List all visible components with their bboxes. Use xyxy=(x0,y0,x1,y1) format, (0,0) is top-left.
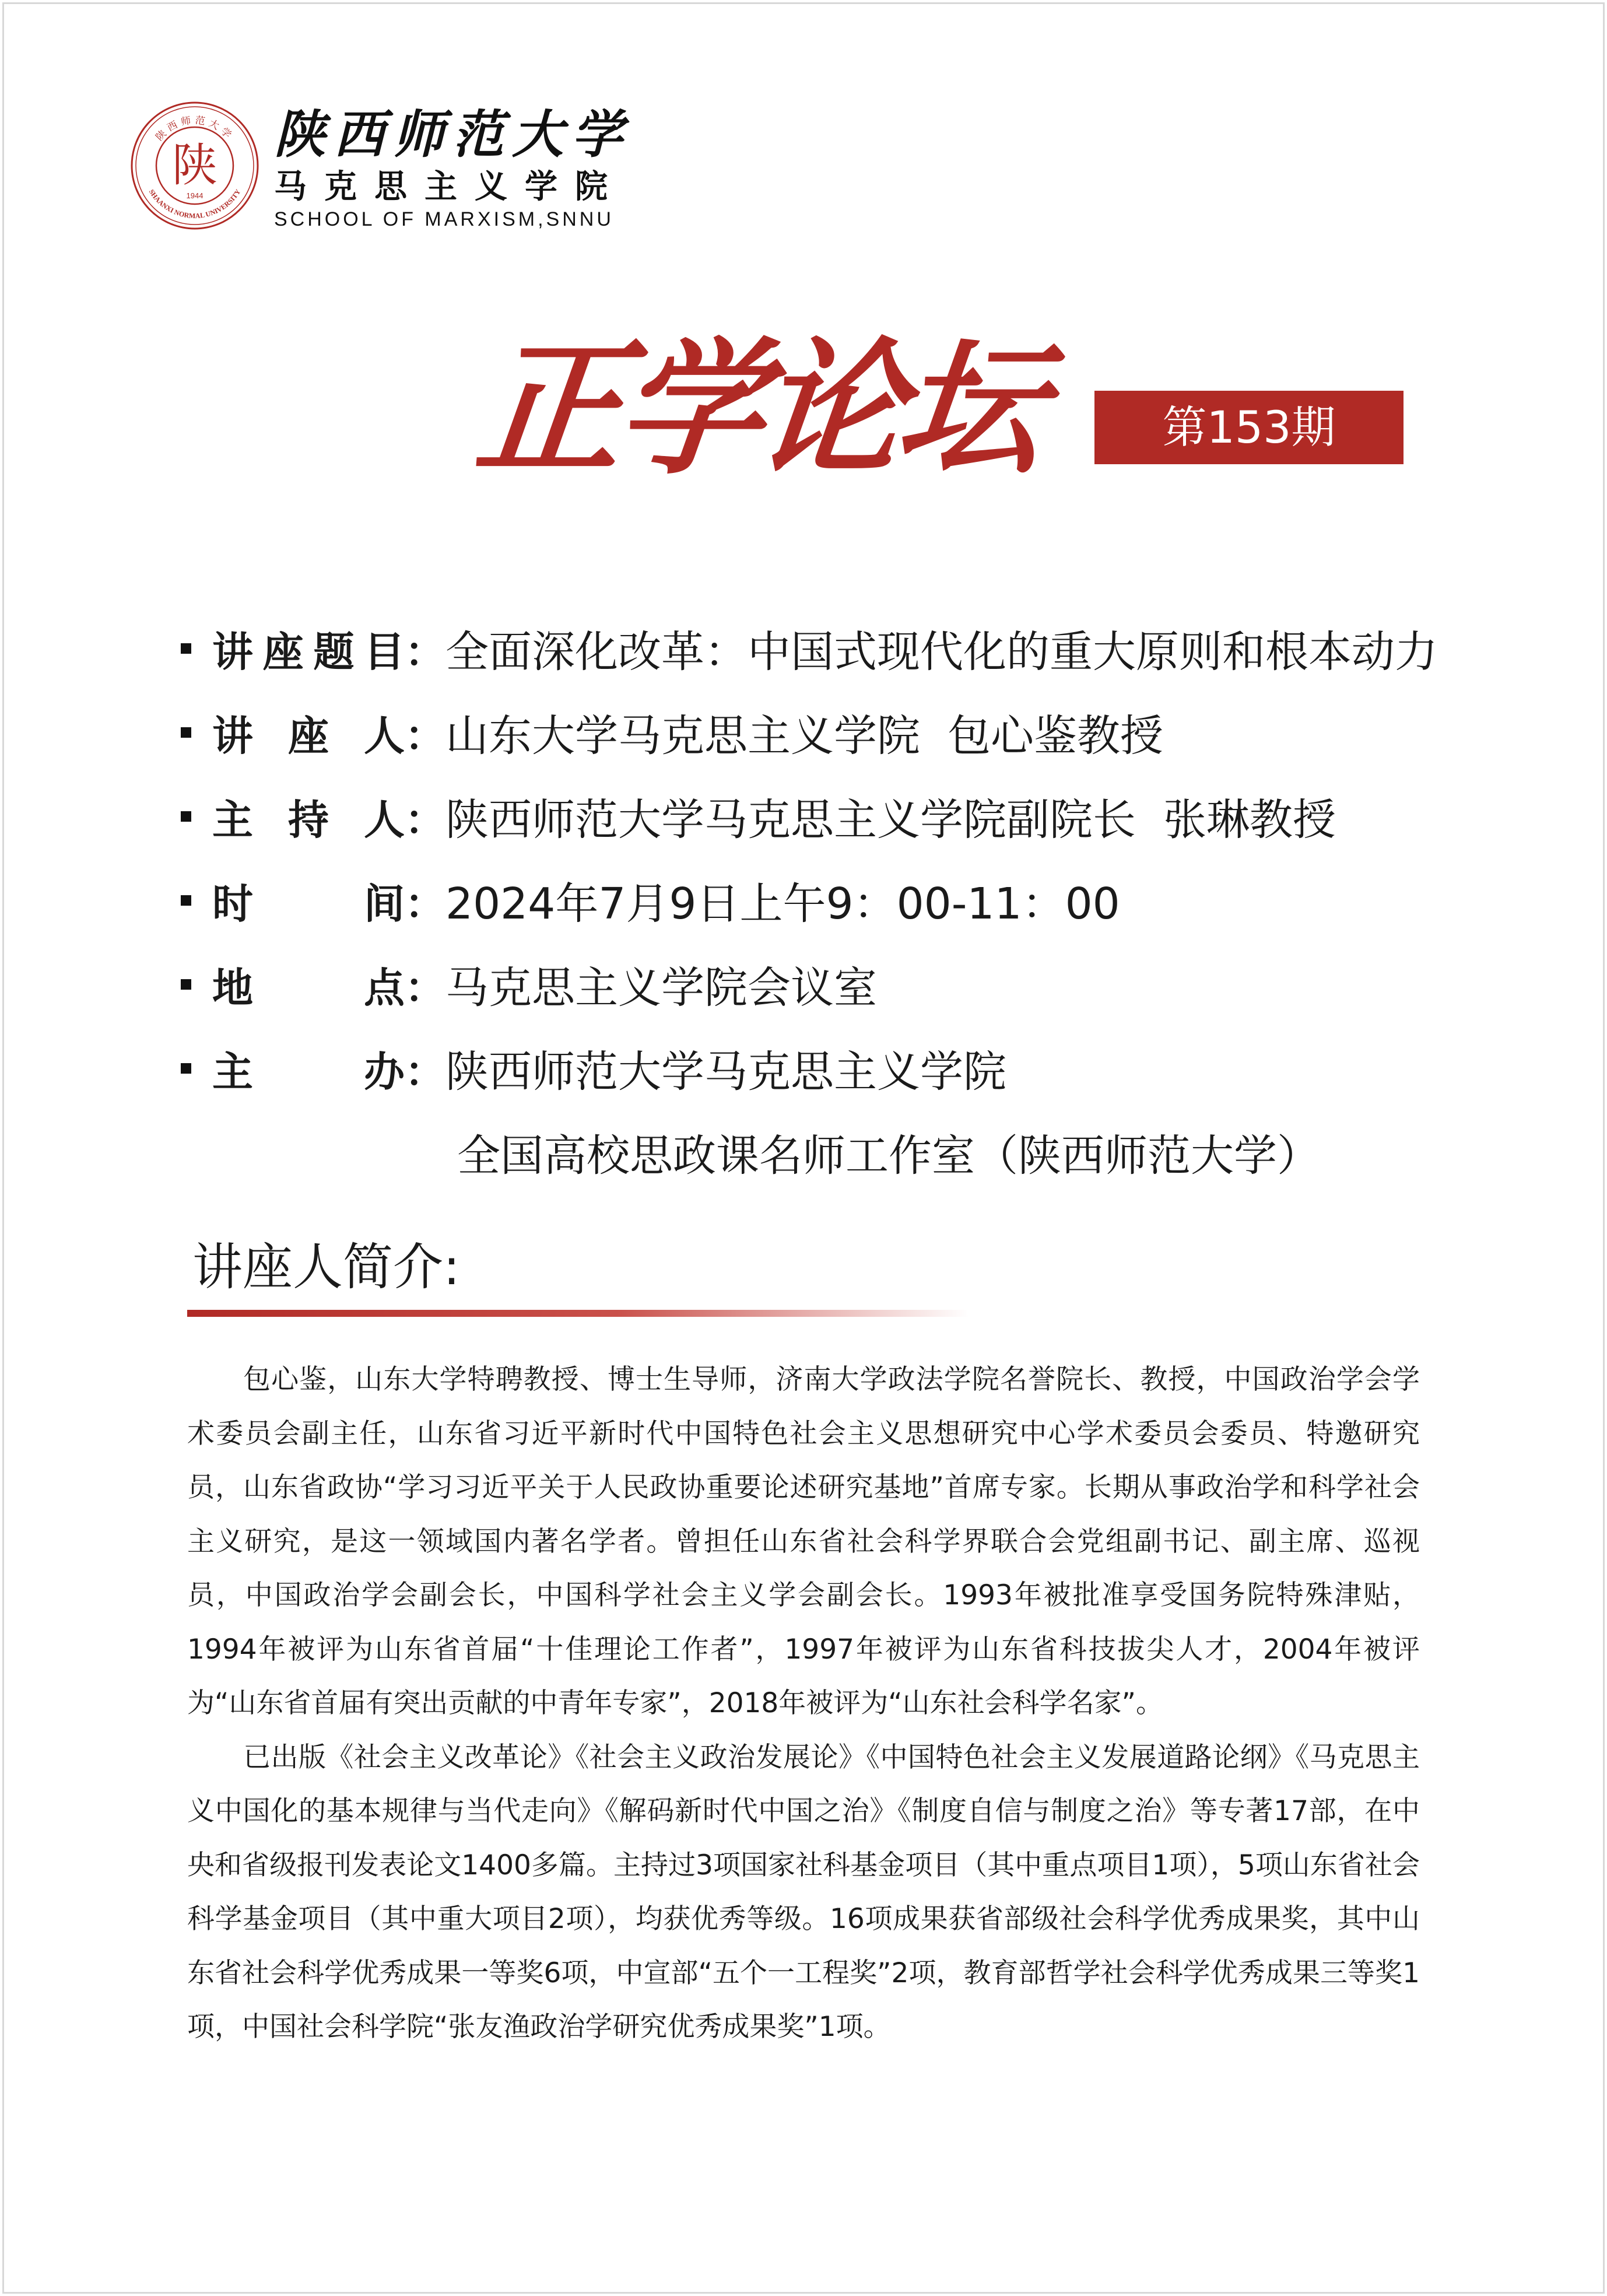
bio-heading: 讲座人简介: xyxy=(192,1238,460,1296)
info-value: 陕西师范大学马克思主义学院副院长 张琳教授 xyxy=(445,795,1336,845)
info-label: 时间 xyxy=(212,879,405,928)
svg-text:陕: 陕 xyxy=(171,139,218,192)
colon: ： xyxy=(405,628,445,676)
info-label: 主持人 xyxy=(212,795,405,844)
info-row-speaker xyxy=(181,690,1438,774)
info-row-time xyxy=(181,858,1438,942)
svg-text:1944: 1944 xyxy=(186,191,203,200)
bio-paragraph: 已出版《社会主义改革论》《社会主义政治发展论》《中国特色社会主义发展道路论纲》《马克思主义中国化的基本规律与当代走向》《解码新时代中国之治》《制度自信与制度之治》等专著17部，在中央和省级报刊发表论文1400多篇。主持过3项国家社科基金项目（其中重点项目1项），5项山东省社会科学基金项目（其中重大项目2项），均获优秀等级。16项成果获省部级社会科学优秀成果奖，其中山东省社会科学优秀成果一等奖6项，中宣部“五个一工程奖”2项，教育部哲学社会科学优秀成果三等奖1项，中国社会科学院“张友渔政治学研究优秀成果奖”1项。 xyxy=(187,1741,1420,2043)
issue-badge: 第153期 xyxy=(1094,391,1404,464)
info-label: 讲座题目 xyxy=(212,628,405,676)
school-logo-text xyxy=(274,105,631,231)
info-row-host xyxy=(181,774,1438,858)
info-row-organizer-2 xyxy=(181,1110,1438,1194)
bullet-icon xyxy=(181,811,191,822)
speaker-bio xyxy=(187,1353,1420,2055)
university-seal-logo xyxy=(129,100,260,231)
heading-underline-divider xyxy=(187,1310,969,1317)
colon: ： xyxy=(405,963,445,1012)
info-value: 陕西师范大学马克思主义学院 xyxy=(445,1047,1006,1097)
info-value: 全面深化改革：中国式现代化的重大原则和根本动力 xyxy=(445,627,1438,677)
colon: ： xyxy=(405,711,445,760)
school-name-cn: 马克思主义学院 xyxy=(274,168,625,206)
info-row-topic xyxy=(181,607,1438,690)
colon: ： xyxy=(405,879,445,928)
bio-paragraph: 包心鉴，山东大学特聘教授、博士生导师，济南大学政法学院名誉院长、教授，中国政治学会学术委员会副主任，山东省习近平新时代中国特色社会主义思想研究中心学术委员会委员、特邀研究员，山东省政协“学习习近平关于人民政协重要论述研究基地”首席专家。长期从事政治学和科学社会主义研究，是这一领域国内著名学者。曾担任山东省社会科学界联合会党组副书记、副主席、巡视员，中国政治学会副会长，中国科学社会主义学会副会长。1993年被批准享受国务院特殊津贴，1994年被评为山东省首届“十佳理论工作者”，1997年被评为山东省科技拔尖人才，2004年被评为“山东省首届有突出贡献的中青年专家”，2018年被评为“山东社会科学名家”。 xyxy=(187,1363,1420,1719)
bullet-icon xyxy=(181,643,191,654)
info-value: 2024年7月9日上午9：00-11：00 xyxy=(445,879,1120,929)
bullet-icon xyxy=(181,895,191,906)
university-name-calligraphy: 陕西师范大学 xyxy=(274,104,631,164)
info-label: 讲座人 xyxy=(212,711,405,760)
colon: ： xyxy=(405,1047,445,1096)
info-value: 马克思主义学院会议室 xyxy=(445,963,877,1013)
info-label: 地点 xyxy=(212,963,405,1012)
info-value: 山东大学马克思主义学院 包心鉴教授 xyxy=(445,711,1164,761)
school-name-en: SCHOOL OF MARXISM,SNNU xyxy=(274,208,614,230)
forum-title: 正学论坛 xyxy=(469,323,1047,494)
svg-text:SHAANXI NORMAL UNIVERSITY: SHAANXI NORMAL UNIVERSITY xyxy=(147,188,243,220)
lecture-info xyxy=(181,607,1438,1194)
bullet-icon xyxy=(181,1063,191,1074)
info-value: 全国高校思政课名师工作室（陕西师范大学） xyxy=(457,1131,1320,1181)
bullet-icon xyxy=(181,979,191,990)
info-row-location xyxy=(181,942,1438,1026)
info-label: 主办 xyxy=(212,1047,405,1096)
bullet-icon xyxy=(181,727,191,738)
svg-text:陕西师范大学: 陕西师范大学 xyxy=(153,114,236,143)
info-row-organizer xyxy=(181,1026,1438,1110)
colon: ： xyxy=(405,795,445,844)
